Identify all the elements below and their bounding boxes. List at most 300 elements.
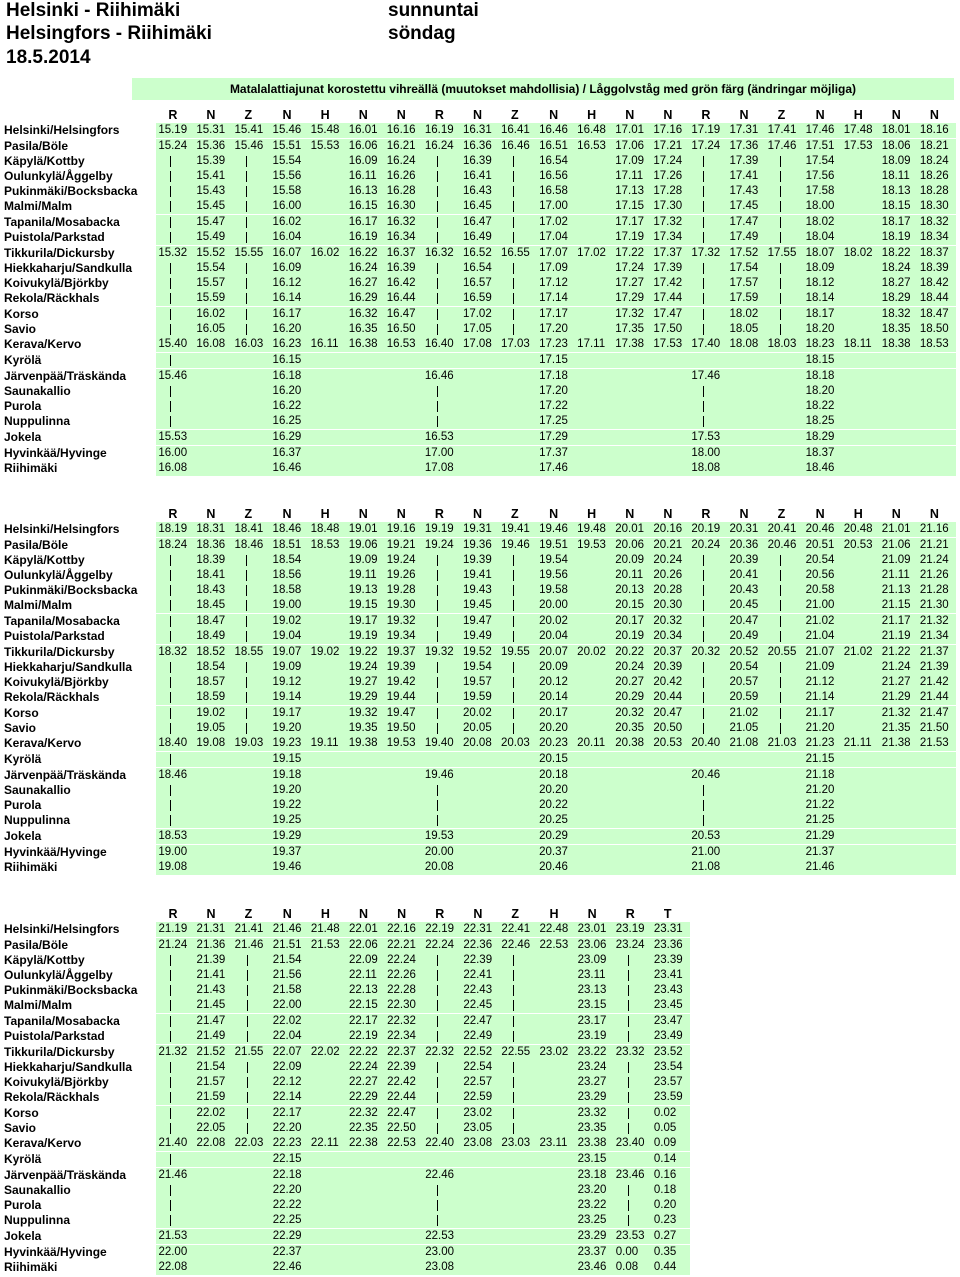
departure-time: 18.13 (880, 184, 918, 199)
departure-time (842, 675, 880, 690)
header-spacer (4, 907, 156, 922)
pass-through-marker (689, 154, 727, 169)
departure-time: 18.37 (918, 246, 956, 262)
departure-time: 19.00 (156, 845, 194, 861)
pass-through-marker (689, 629, 727, 645)
departure-time (727, 430, 765, 446)
station-name: Nuppulinna (4, 414, 70, 429)
departure-time (575, 307, 613, 323)
departure-time: 20.51 (804, 538, 842, 554)
departure-time (232, 353, 270, 369)
pass-through-marker (423, 291, 461, 307)
departure-time: 21.19 (880, 629, 918, 645)
departure-time (347, 1229, 385, 1245)
departure-time: 19.21 (385, 538, 423, 554)
departure-time: 17.50 (651, 322, 689, 337)
departure-time: 19.23 (271, 736, 309, 752)
departure-time: 22.01 (347, 922, 385, 938)
departure-time: 17.51 (804, 139, 842, 155)
pass-through-marker (766, 598, 804, 614)
departure-time: 18.00 (689, 446, 727, 462)
departure-time: 20.21 (651, 538, 689, 554)
departure-time: 21.20 (804, 721, 842, 736)
departure-time (195, 1213, 233, 1229)
station-name: Hiekkaharju/Sandkulla (4, 660, 133, 674)
departure-time: 22.17 (271, 1106, 309, 1122)
station-name: Kyrölä (4, 752, 42, 766)
departure-time: 21.58 (271, 983, 309, 998)
departure-time: 16.37 (385, 246, 423, 262)
departure-time: 22.08 (195, 1136, 233, 1152)
departure-time (538, 1229, 576, 1245)
departure-time (842, 598, 880, 614)
departure-time: 19.24 (347, 660, 385, 675)
departure-time (309, 353, 347, 369)
departure-time: 17.49 (727, 230, 765, 246)
departure-time: 23.22 (576, 1198, 614, 1213)
timetable-block-1 (4, 108, 956, 476)
departure-time: 0.14 (652, 1152, 690, 1168)
departure-time (499, 399, 537, 414)
train-type: R (434, 108, 444, 122)
pass-through-marker (499, 721, 537, 736)
departure-time (842, 768, 880, 784)
departure-time (727, 399, 765, 414)
departure-time: 19.39 (385, 660, 423, 675)
departure-time: 18.24 (880, 261, 918, 276)
departure-time: 18.21 (918, 139, 956, 155)
departure-time: 17.16 (651, 123, 689, 139)
departure-time (613, 414, 651, 430)
departure-time: 18.24 (156, 538, 194, 554)
departure-time: 21.04 (804, 629, 842, 645)
train-type: N (358, 108, 368, 122)
departure-time (538, 1245, 576, 1261)
departure-time (538, 1168, 576, 1184)
pass-through-marker (614, 1029, 652, 1045)
departure-time (461, 768, 499, 784)
departure-time: 20.11 (613, 568, 651, 583)
departure-time: 17.53 (689, 430, 727, 446)
departure-time: 20.58 (804, 583, 842, 598)
departure-time: 20.07 (537, 645, 575, 661)
station-row (4, 1183, 690, 1198)
departure-time: 21.20 (804, 783, 842, 798)
pass-through-marker (614, 1213, 652, 1229)
departure-time: 17.17 (613, 215, 651, 231)
departure-time: 22.14 (271, 1090, 309, 1106)
departure-time: 16.25 (271, 414, 309, 430)
departure-time (347, 414, 385, 430)
departure-time: 23.31 (652, 922, 690, 938)
departure-time (309, 598, 347, 614)
departure-time (233, 1213, 271, 1229)
departure-time: 19.12 (271, 675, 309, 690)
departure-time: 0.27 (652, 1229, 690, 1245)
departure-time: 19.54 (461, 660, 499, 675)
departure-time (233, 1245, 271, 1261)
departure-time (385, 1198, 423, 1213)
pass-through-marker (156, 614, 194, 630)
departure-time (194, 399, 232, 414)
departure-time (347, 1213, 385, 1229)
departure-time: 22.22 (347, 1045, 385, 1061)
departure-time: 23.00 (423, 1245, 461, 1261)
pass-through-marker (689, 384, 727, 399)
departure-time (309, 768, 347, 784)
departure-time: 20.24 (651, 553, 689, 568)
departure-time (232, 369, 270, 385)
departure-time (918, 369, 956, 385)
departure-time (385, 1183, 423, 1198)
departure-time (499, 783, 537, 798)
departure-time: 19.51 (537, 538, 575, 554)
pass-through-marker (689, 276, 727, 291)
station-row (4, 706, 956, 722)
departure-time: 21.57 (195, 1075, 233, 1090)
departure-time (195, 1245, 233, 1261)
pass-through-marker (614, 1090, 652, 1106)
departure-time: 16.51 (537, 139, 575, 155)
departure-time: 16.08 (156, 461, 194, 476)
departure-time: 18.54 (194, 660, 232, 675)
departure-time: 22.24 (347, 1060, 385, 1075)
departure-time: 18.42 (918, 276, 956, 291)
pass-through-marker (156, 998, 194, 1014)
departure-time: 19.46 (537, 522, 575, 538)
departure-time (309, 614, 347, 630)
departure-time: 23.45 (652, 998, 690, 1014)
departure-time: 18.09 (804, 261, 842, 276)
departure-time: 19.18 (271, 768, 309, 784)
departure-time: 0.02 (652, 1106, 690, 1122)
departure-time: 19.15 (347, 598, 385, 614)
departure-time: 17.23 (537, 337, 575, 353)
departure-time: 16.46 (499, 139, 537, 155)
departure-time (766, 461, 804, 476)
departure-time: 17.21 (651, 139, 689, 155)
station-row (4, 690, 956, 706)
train-type: N (397, 907, 407, 921)
departure-time (842, 629, 880, 645)
departure-time: 20.16 (651, 522, 689, 538)
station-name: Oulunkylä/Åggelby (4, 169, 113, 183)
pass-through-marker (766, 199, 804, 215)
departure-time (880, 829, 918, 845)
departure-time (727, 829, 765, 845)
departure-time: 21.22 (880, 645, 918, 661)
departure-time: 18.41 (194, 568, 232, 583)
pass-through-marker (156, 983, 194, 998)
pass-through-marker (689, 583, 727, 598)
pass-through-marker (689, 230, 727, 246)
train-type: N (206, 507, 216, 521)
departure-time (880, 353, 918, 369)
departure-time: 21.02 (727, 706, 765, 722)
departure-time (347, 829, 385, 845)
departure-time (385, 461, 423, 476)
departure-time: 16.06 (347, 139, 385, 155)
departure-time: 15.52 (194, 246, 232, 262)
departure-time (309, 1229, 347, 1245)
departure-time (309, 1168, 347, 1184)
train-type: N (282, 907, 292, 921)
departure-time: 18.14 (804, 291, 842, 307)
departure-time: 22.11 (309, 1136, 347, 1152)
departure-time (651, 829, 689, 845)
departure-time: 23.35 (576, 1121, 614, 1136)
departure-time: 20.15 (537, 752, 575, 768)
departure-time: 21.43 (195, 983, 233, 998)
station-row (4, 461, 956, 476)
departure-time (195, 1168, 233, 1184)
departure-time: 19.20 (271, 783, 309, 798)
departure-time: 19.41 (499, 522, 537, 538)
departure-time: 23.59 (652, 1090, 690, 1106)
departure-time: 21.17 (880, 614, 918, 630)
departure-time: 20.49 (727, 629, 765, 645)
departure-time: 19.47 (461, 614, 499, 630)
departure-time: 16.02 (194, 307, 232, 323)
departure-time (309, 1245, 347, 1261)
station-name: Saunakallio (4, 783, 71, 797)
departure-time: 20.39 (651, 660, 689, 675)
pass-through-marker (232, 154, 270, 169)
pass-through-marker (423, 1075, 461, 1090)
pass-through-marker (156, 199, 194, 215)
departure-time (651, 860, 689, 875)
station-row (4, 614, 956, 630)
departure-time: 23.57 (652, 1075, 690, 1090)
departure-time: 19.02 (271, 614, 309, 630)
departure-time: 15.43 (194, 184, 232, 199)
departure-time: 22.31 (461, 922, 499, 938)
departure-time: 23.15 (576, 998, 614, 1014)
departure-time: 20.04 (537, 629, 575, 645)
departure-time (347, 845, 385, 861)
departure-time (385, 752, 423, 768)
departure-time: 19.56 (537, 568, 575, 583)
departure-time: 22.32 (385, 1014, 423, 1030)
departure-time: 16.50 (385, 322, 423, 337)
departure-time: 17.11 (575, 337, 613, 353)
station-name: Jokela (4, 829, 42, 843)
departure-time: 20.22 (613, 645, 651, 661)
departure-time: 18.02 (727, 307, 765, 323)
pass-through-marker (614, 1014, 652, 1030)
departure-time (766, 845, 804, 861)
departure-time: 19.24 (423, 538, 461, 554)
departure-time (461, 1245, 499, 1261)
departure-time: 20.32 (651, 614, 689, 630)
pass-through-marker (689, 169, 727, 184)
departure-time: 19.02 (309, 645, 347, 661)
departure-time (385, 446, 423, 462)
departure-time: 23.39 (652, 953, 690, 968)
departure-time: 18.08 (727, 337, 765, 353)
departure-time: 16.24 (347, 261, 385, 276)
departure-time: 21.44 (918, 690, 956, 706)
pass-through-marker (689, 184, 727, 199)
pass-through-marker (423, 1014, 461, 1030)
departure-time: 15.51 (271, 139, 309, 155)
pass-through-marker (423, 322, 461, 337)
station-name: Helsinki/Helsingfors (4, 123, 120, 138)
pass-through-marker (156, 1213, 194, 1229)
departure-time: 16.32 (385, 215, 423, 231)
departure-time: 23.02 (538, 1045, 576, 1061)
departure-time: 21.40 (156, 1136, 194, 1152)
station-row (4, 1136, 690, 1152)
station-row (4, 291, 956, 307)
departure-time (499, 1245, 537, 1261)
pass-through-marker (766, 322, 804, 337)
train-type: R (701, 108, 711, 122)
departure-time: 21.00 (804, 598, 842, 614)
day-sv: söndag (388, 23, 456, 44)
pass-through-marker (156, 1090, 194, 1106)
pass-through-marker (156, 1121, 194, 1136)
departure-time: 18.54 (271, 553, 309, 568)
departure-time (575, 353, 613, 369)
departure-time: 17.07 (537, 246, 575, 262)
departure-time (575, 798, 613, 813)
departure-time: 16.15 (271, 353, 309, 369)
departure-time: 20.02 (537, 614, 575, 630)
station-row (4, 123, 956, 139)
station-name: Saunakallio (4, 384, 71, 398)
departure-time (499, 414, 537, 430)
departure-time: 17.46 (537, 461, 575, 476)
departure-time: 19.09 (271, 660, 309, 675)
departure-time: 17.15 (613, 199, 651, 215)
pass-through-marker (614, 983, 652, 998)
pass-through-marker (423, 307, 461, 323)
departure-time: 17.46 (804, 123, 842, 139)
departure-time: 20.53 (651, 736, 689, 752)
departure-time: 17.22 (613, 246, 651, 262)
station-row (4, 953, 690, 968)
departure-time: 23.17 (576, 1014, 614, 1030)
pass-through-marker (233, 1014, 271, 1030)
station-name: Nuppulinna (4, 1213, 70, 1228)
departure-time: 16.20 (271, 384, 309, 399)
departure-time (918, 845, 956, 861)
departure-time: 17.54 (804, 154, 842, 169)
departure-time (651, 399, 689, 414)
departure-time: 22.04 (271, 1029, 309, 1045)
departure-time: 21.53 (918, 736, 956, 752)
departure-time: 22.29 (347, 1090, 385, 1106)
departure-time: 22.24 (385, 953, 423, 968)
departure-time: 16.02 (271, 215, 309, 231)
departure-time: 20.40 (689, 736, 727, 752)
departure-time (613, 783, 651, 798)
departure-time: 19.11 (309, 736, 347, 752)
departure-time: 20.59 (727, 690, 765, 706)
station-row (4, 553, 956, 568)
pass-through-marker (499, 291, 537, 307)
departure-time: 18.51 (271, 538, 309, 554)
pass-through-marker (156, 215, 194, 231)
departure-time: 17.26 (651, 169, 689, 184)
station-row (4, 1260, 690, 1275)
departure-time: 22.54 (461, 1060, 499, 1075)
departure-time (194, 813, 232, 829)
departure-time: 16.44 (385, 291, 423, 307)
departure-time: 16.34 (385, 230, 423, 246)
departure-time: 21.29 (880, 690, 918, 706)
departure-time (538, 983, 576, 998)
departure-time: 19.57 (461, 675, 499, 690)
pass-through-marker (614, 1198, 652, 1213)
departure-time: 22.41 (499, 922, 537, 938)
departure-time (309, 291, 347, 307)
departure-time (766, 399, 804, 414)
pass-through-marker (423, 399, 461, 414)
departure-time: 15.48 (309, 123, 347, 139)
departure-time: 17.30 (651, 199, 689, 215)
departure-time (195, 1152, 233, 1168)
departure-time: 20.25 (537, 813, 575, 829)
departure-time: 16.24 (423, 139, 461, 155)
pass-through-marker (499, 598, 537, 614)
departure-time: 18.11 (880, 169, 918, 184)
departure-time: 17.08 (423, 461, 461, 476)
departure-time: 17.25 (537, 414, 575, 430)
departure-time (575, 399, 613, 414)
departure-time: 18.59 (194, 690, 232, 706)
departure-time: 21.52 (195, 1045, 233, 1061)
departure-time: 18.52 (194, 645, 232, 661)
pass-through-marker (233, 1029, 271, 1045)
departure-time (575, 291, 613, 307)
departure-time (309, 1029, 347, 1045)
departure-time (194, 783, 232, 798)
departure-time: 20.02 (575, 645, 613, 661)
departure-time (575, 276, 613, 291)
departure-time: 20.41 (766, 522, 804, 538)
pass-through-marker (499, 1029, 537, 1045)
pass-through-marker (499, 199, 537, 215)
station-row (4, 538, 956, 554)
departure-time (575, 230, 613, 246)
pass-through-marker (156, 798, 194, 813)
station-name: Käpylä/Kottby (4, 553, 85, 567)
departure-time (233, 1168, 271, 1184)
departure-time (842, 752, 880, 768)
departure-time (689, 752, 727, 768)
pass-through-marker (232, 215, 270, 231)
departure-time (385, 783, 423, 798)
departure-time: 22.06 (347, 938, 385, 954)
departure-time: 21.24 (918, 553, 956, 568)
departure-time: 17.13 (613, 184, 651, 199)
station-name: Kerava/Kervo (4, 736, 82, 751)
departure-time: 22.24 (423, 938, 461, 954)
departure-time: 21.34 (918, 629, 956, 645)
departure-time: 16.08 (194, 337, 232, 353)
departure-time: 18.58 (271, 583, 309, 598)
departure-time: 17.02 (575, 246, 613, 262)
pass-through-marker (232, 169, 270, 184)
departure-time: 22.12 (271, 1075, 309, 1090)
departure-time (651, 798, 689, 813)
departure-time: 18.23 (804, 337, 842, 353)
departure-time: 23.20 (576, 1183, 614, 1198)
station-name: Puistola/Parkstad (4, 230, 105, 245)
station-name: Rekola/Räckhals (4, 690, 100, 705)
